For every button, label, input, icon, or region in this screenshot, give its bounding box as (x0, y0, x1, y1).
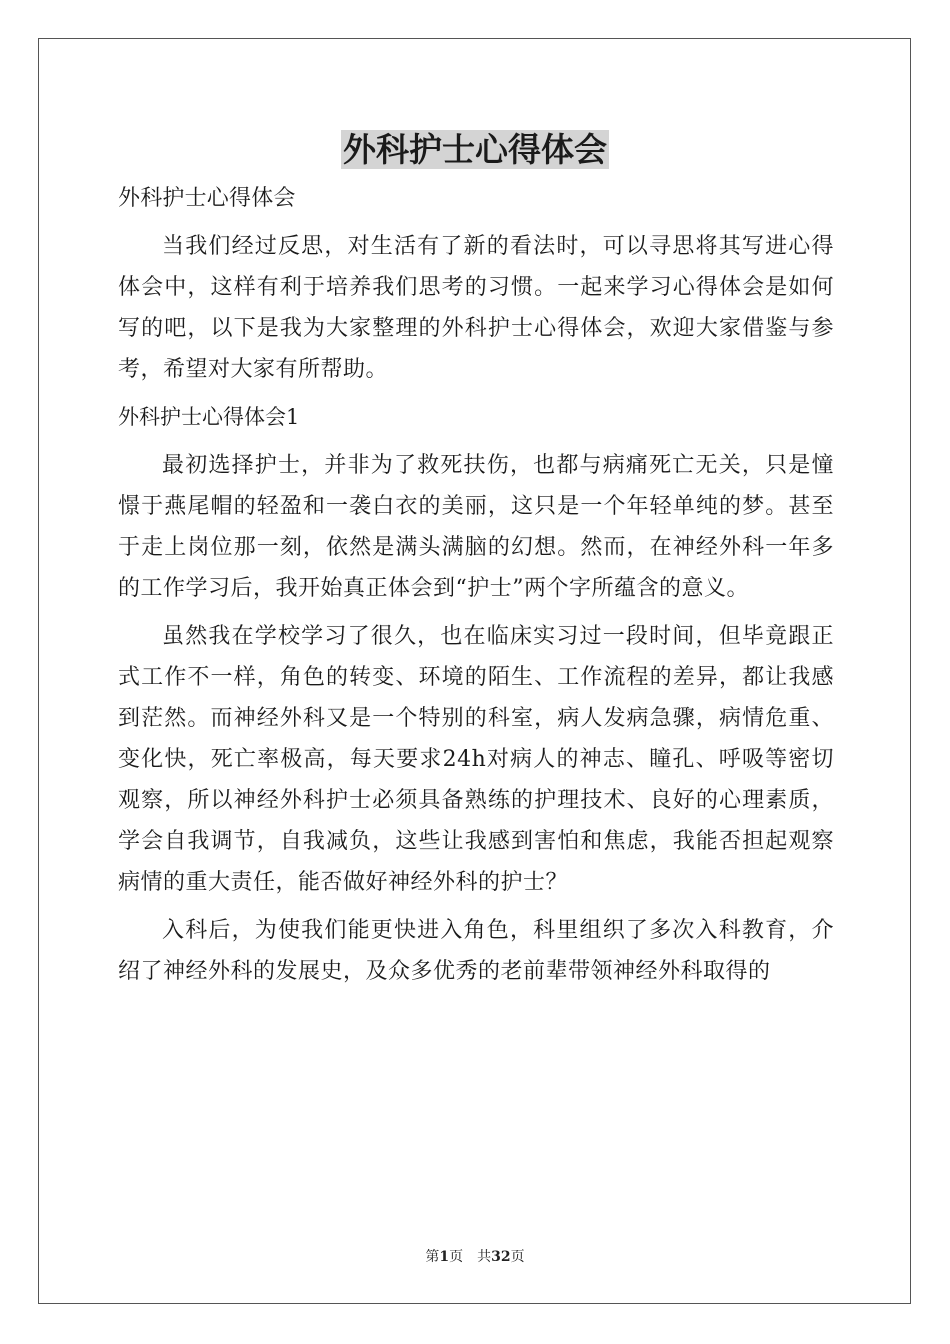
document-body (118, 178, 834, 992)
document-title-text: 外科护士心得体会 (343, 130, 607, 169)
section-heading: 外科护士心得体会1 (118, 405, 300, 429)
footer-page-total: 32 (491, 1249, 511, 1265)
body-paragraph-1: 最初选择护士，并非为了救死扶伤，也都与病痛死亡无关，只是憧憬于燕尾帽的轻盈和一袭白衣的美丽，这只是一个年轻单纯的梦。甚至于走上岗位那一刻，依然是满头满脑的幻想。然而，在神经外科一年多的工作学习后，我开始真正体会到“护士”两个字所蕴含的意义。 (118, 453, 834, 601)
document-subtitle: 外科护士心得体会 (118, 186, 296, 211)
footer-suffix: 页 (510, 1249, 525, 1265)
footer-middle: 页 共 (449, 1249, 492, 1265)
body-paragraph-2: 虽然我在学校学习了很久，也在临床实习过一段时间，但毕竟跟正式工作不一样，角色的转变、环境的陌生、工作流程的差异，都让我感到茫然。而神经外科又是一个特别的科室，病人发病急骤，病情危重、变化快，死亡率极高，每天要求24h对病人的神志、瞳孔、呼吸等密切观察，所以神经外科护士必须具备熟练的护理技术、良好的心理素质，学会自我调节，自我减负，这些让我感到害怕和焦虑，我能否担起观察病情的重大责任，能否做好神经外科的护士？ (118, 624, 834, 895)
intro-paragraph: 当我们经过反思，对生活有了新的看法时，可以寻思将其写进心得体会中，这样有利于培养我们思考的习惯。一起来学习心得体会是如何写的吧，以下是我为大家整理的外科护士心得体会，欢迎大家借鉴与参考，希望对大家有所帮助。 (118, 234, 834, 382)
document-title (0, 128, 950, 172)
footer-prefix: 第 (425, 1249, 440, 1265)
footer-page-number: 1 (439, 1249, 450, 1265)
page-footer (0, 1248, 950, 1266)
body-paragraph-3: 入科后，为使我们能更快进入角色，科里组织了多次入科教育，介绍了神经外科的发展史，及众多优秀的老前辈带领神经外科取得的 (118, 918, 834, 984)
